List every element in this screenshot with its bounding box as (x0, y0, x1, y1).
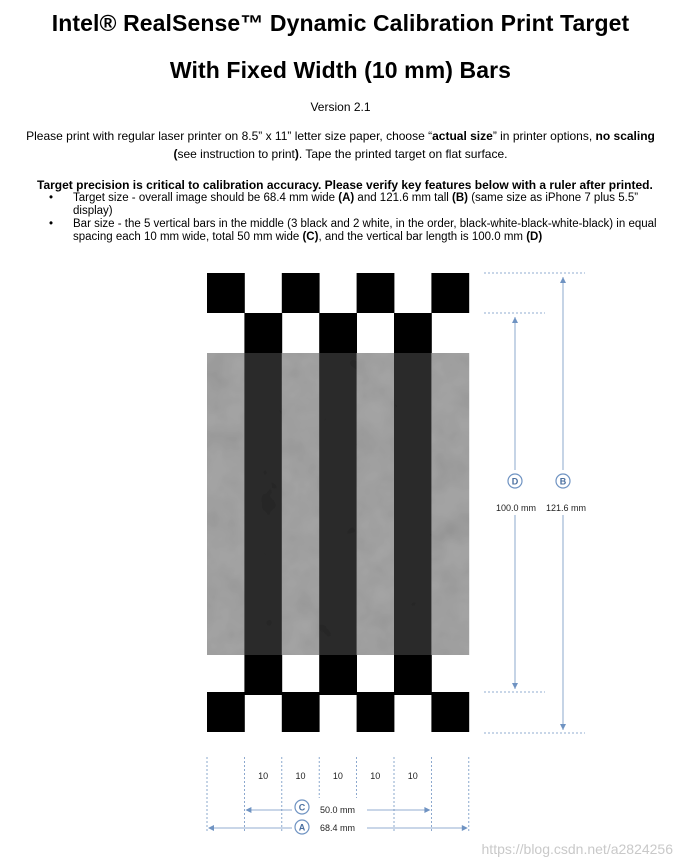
dim-c-badge-letter: C (298, 802, 306, 813)
checker-square (244, 655, 282, 695)
title-line-1: Intel® RealSense™ Dynamic Calibration Print Target (51, 10, 630, 36)
dim-a-value: 68.4 mm (320, 823, 356, 833)
dim-c-value: 50.0 mm (320, 805, 356, 815)
dim-d-value: 100.0 mm (495, 503, 537, 513)
bullet-bar-size: • Bar size - the 5 vertical bars in the middle (3 black and 2 white, in the order, black-white-black-white-black) in equal spacing each 10 mm wide, total 50 mm wide (C), and the vertical bar length is 100.0 mm (D) (37, 218, 657, 244)
bar-width-label: 10 (407, 771, 418, 781)
checker-square (394, 655, 432, 695)
checker-square (357, 692, 395, 732)
white-bar (357, 353, 395, 655)
arrow-d-bottom (512, 683, 518, 689)
watermark: https://blog.csdn.net/a2824256 (481, 841, 673, 857)
black-bar (394, 353, 432, 655)
precision-note: Target precision is critical to calibration accuracy. Please verify key features below with a ruler after printed. (37, 178, 653, 192)
arrow-d-top (512, 317, 518, 323)
bar-width-label: 10 (295, 771, 306, 781)
bar-width-label: 10 (258, 771, 269, 781)
bullet-target-size: • Target size - overall image should be 68.4 mm wide (A) and 121.6 mm tall (B) (same size as iPhone 7 plus 5.5” display) (37, 192, 657, 218)
print-instructions: Please print with regular laser printer on 8.5” x 11” letter size paper, choose “actual size” in printer options, no scaling (see instruction to print). Tape the printed target on flat surface. (26, 129, 655, 161)
bar-width-label: 10 (370, 771, 381, 781)
checker-square (244, 313, 282, 353)
checker-square (207, 692, 245, 732)
white-bar (282, 353, 320, 655)
white-bar (207, 353, 245, 655)
checker-square (282, 692, 320, 732)
bar-width-label: 10 (332, 771, 343, 781)
checker-square (207, 273, 245, 313)
checker-square (357, 273, 395, 313)
checker-square (319, 655, 357, 695)
dim-d-badge-letter: D (511, 476, 519, 487)
dim-b-badge-letter: B (559, 476, 567, 487)
dim-a-badge-letter: A (298, 822, 306, 833)
arrow-b-bottom (560, 724, 566, 730)
black-bar (244, 353, 282, 655)
arrow-b-top (560, 277, 566, 283)
checker-square (394, 313, 432, 353)
arrow-a-right (462, 825, 468, 831)
title-line-2: With Fixed Width (10 mm) Bars (169, 57, 512, 83)
arrow-c-right (424, 807, 430, 813)
dim-b-value: 121.6 mm (545, 503, 587, 513)
checker-square (431, 692, 469, 732)
checker-square (282, 273, 320, 313)
arrow-c-left (245, 807, 251, 813)
version: Version 2.1 (310, 100, 371, 114)
black-bar (319, 353, 357, 655)
vertical-bars (207, 353, 469, 655)
arrow-a-left (208, 825, 214, 831)
white-bar (431, 353, 469, 655)
checker-square (319, 313, 357, 353)
checker-square (431, 273, 469, 313)
